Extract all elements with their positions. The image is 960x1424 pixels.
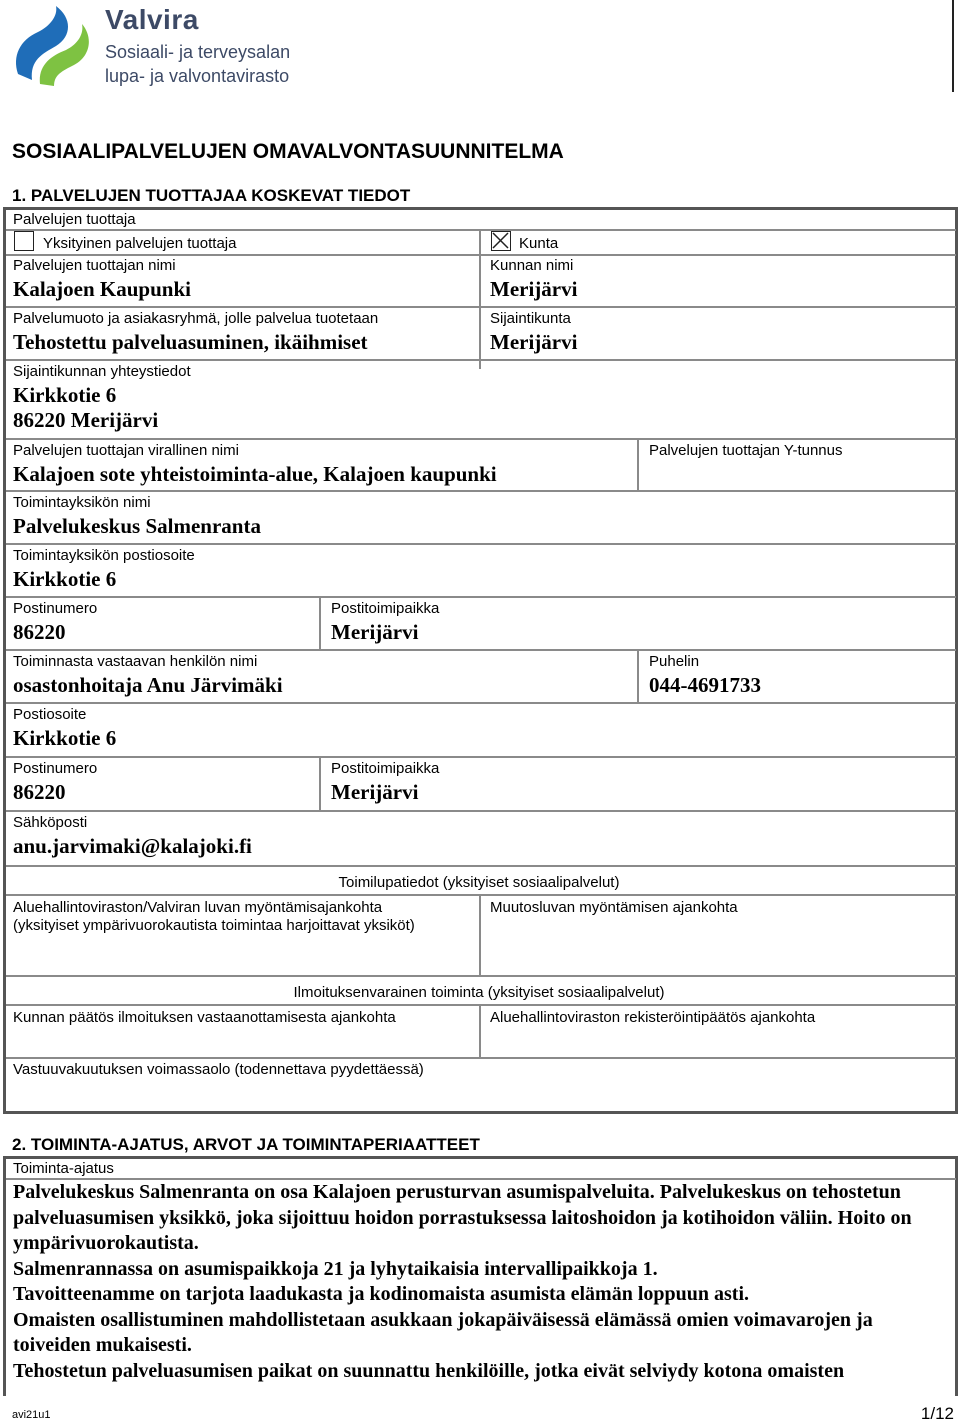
official-name-label: Palvelujen tuottajan virallinen nimi xyxy=(13,442,239,459)
logo-subtitle-1: Sosiaali- ja terveysalan xyxy=(105,42,291,62)
post-office-label: Postitoimipaikka xyxy=(331,600,440,617)
location-contact-label: Sijaintikunnan yhteystiedot xyxy=(13,363,191,380)
resp-address-label: Postiosoite xyxy=(13,706,87,723)
rule xyxy=(6,254,956,256)
col-divider xyxy=(479,229,481,369)
col-divider xyxy=(319,596,321,650)
col-divider xyxy=(637,438,639,492)
header-right-rule xyxy=(952,0,954,92)
municipal-decision-label: Kunnan päätös ilmoituksen vastaanottamisesta ajankohta xyxy=(13,1009,396,1026)
municipality-label: Kunta xyxy=(519,235,559,252)
official-name: Kalajoen sote yhteistoiminta-alue, Kalajoen kaupunki xyxy=(13,462,497,486)
postcode: 86220 xyxy=(13,620,66,644)
location-contact-line1: Kirkkotie 6 xyxy=(13,383,117,407)
resp-postcode-label: Postinumero xyxy=(13,760,98,777)
rule xyxy=(6,490,956,492)
resp-post-office: Merijärvi xyxy=(331,780,419,804)
rule xyxy=(6,649,956,651)
unit-address-label: Toimintayksikön postiosoite xyxy=(13,547,195,564)
unit-name-label: Toimintayksikön nimi xyxy=(13,494,151,511)
postcode-label: Postinumero xyxy=(13,600,98,617)
document-title: SOSIAALIPALVELUJEN OMAVALVONTASUUNNITELMA xyxy=(12,140,564,163)
page-number: 1/12 xyxy=(920,1404,954,1423)
municipality-name: Merijärvi xyxy=(490,277,578,301)
rule xyxy=(6,810,956,812)
resp-post-office-label: Postitoimipaikka xyxy=(331,760,440,777)
resp-postcode: 86220 xyxy=(13,780,66,804)
post-office: Merijärvi xyxy=(331,620,419,644)
rule xyxy=(6,306,956,308)
email: anu.jarvimaki@kalajoki.fi xyxy=(13,834,252,858)
rule xyxy=(6,865,956,867)
operating-idea-text xyxy=(13,1180,948,1388)
license-date-label-1: Aluehallintoviraston/Valviran luvan myöntämisajankohta xyxy=(13,899,383,916)
form-code: avi21u1 xyxy=(12,1409,51,1421)
service-form-label: Palvelumuoto ja asiakasryhmä, jolle palvelua tuotetaan xyxy=(13,310,379,327)
email-label: Sähköposti xyxy=(13,814,88,831)
col-divider xyxy=(479,1004,481,1058)
rule xyxy=(6,543,956,545)
responsible-person: osastonhoitaja Anu Järvimäki xyxy=(13,673,283,697)
municipality-name-label: Kunnan nimi xyxy=(490,257,574,274)
valvira-emblem-icon xyxy=(10,4,92,88)
unit-address: Kirkkotie 6 xyxy=(13,567,117,591)
idea-paragraph: Omaisten osallistuminen mahdollistetaan asukkaan jokapäiväisessä elämässä omien voimavarojen ja toiveiden mukaisesti. xyxy=(13,1308,873,1356)
provider-name-label: Palvelujen tuottajan nimi xyxy=(13,257,176,274)
rule xyxy=(6,756,956,758)
section-2-heading: 2. TOIMINTA-AJATUS, ARVOT JA TOIMINTAPERIAATTEET xyxy=(12,1135,480,1154)
logo-name: Valvira xyxy=(105,4,199,35)
insurance-label: Vastuuvakuutuksen voimassaolo (todennettava pyydettäessä) xyxy=(13,1061,424,1078)
change-license-label: Muutosluvan myöntämisen ajankohta xyxy=(490,899,738,916)
provider-name: Kalajoen Kaupunki xyxy=(13,277,191,301)
rule xyxy=(6,1057,956,1059)
valvira-logo xyxy=(10,4,300,90)
col-divider xyxy=(319,756,321,810)
col-divider xyxy=(479,894,481,976)
rule xyxy=(6,1004,956,1006)
logo-subtitle-2: lupa- ja valvontavirasto xyxy=(105,66,290,86)
location-contact-line2: 86220 Merijärvi xyxy=(13,408,159,432)
rule xyxy=(6,229,956,231)
checkmark-x-icon xyxy=(492,232,509,249)
operating-idea-label: Toiminta-ajatus xyxy=(13,1160,114,1177)
resp-address: Kirkkotie 6 xyxy=(13,726,117,750)
phone-label: Puhelin xyxy=(649,653,700,670)
business-id-label: Palvelujen tuottajan Y-tunnus xyxy=(649,442,843,459)
registration-label: Aluehallintoviraston rekisteröintipäätös ajankohta xyxy=(490,1009,816,1026)
idea-paragraph: Tavoitteenamme on tarjota laadukasta ja kodinomaista asumista elämän loppuun asti. xyxy=(13,1283,750,1305)
rule xyxy=(6,894,956,896)
rule xyxy=(6,975,956,977)
private-provider-checkbox[interactable] xyxy=(14,231,34,251)
idea-paragraph: Palvelukeskus Salmenranta on osa Kalajoen perusturvan asumispalveluita. Palvelukeskus on tehostetun palveluasumisen yksikkö, joka sijoittuu hoidon porrastuksessa laitoshoidon ja kotihoidon väliin. Hoito on ympärivuorokautista. xyxy=(13,1181,912,1254)
section-1-heading: 1. PALVELUJEN TUOTTAJAA KOSKEVAT TIEDOT xyxy=(12,186,411,205)
location-municipality: Merijärvi xyxy=(490,330,578,354)
idea-paragraph: Salmenrannassa on asumispaikkoja 21 ja lyhytaikaisia intervallipaikkoja 1. xyxy=(13,1257,658,1280)
idea-paragraph: Tehostetun palveluasumisen paikat on suunnattu henkilöille, jotka eivät selviydy kotona omaisten xyxy=(13,1359,845,1382)
rule xyxy=(6,359,956,361)
license-heading: Toimilupatiedot (yksityiset sosiaalipalvelut) xyxy=(338,874,620,891)
provider-label: Palvelujen tuottaja xyxy=(13,211,136,228)
license-date-label-2: (yksityiset ympärivuorokautista toimintaa harjoittavat yksiköt) xyxy=(13,917,415,934)
rule xyxy=(6,596,956,598)
phone: 044-4691733 xyxy=(649,673,761,697)
service-form: Tehostettu palveluasuminen, ikäihmiset xyxy=(13,330,368,354)
rule xyxy=(6,702,956,704)
rule xyxy=(6,438,956,440)
col-divider xyxy=(637,649,639,703)
municipality-checkbox[interactable] xyxy=(491,231,511,251)
notification-heading: Ilmoituksenvarainen toiminta (yksityiset sosiaalipalvelut) xyxy=(293,984,665,1001)
private-provider-label: Yksityinen palvelujen tuottaja xyxy=(43,235,237,252)
unit-name: Palvelukeskus Salmenranta xyxy=(13,514,261,538)
location-municipality-label: Sijaintikunta xyxy=(490,310,571,327)
responsible-label: Toiminnasta vastaavan henkilön nimi xyxy=(13,653,258,670)
